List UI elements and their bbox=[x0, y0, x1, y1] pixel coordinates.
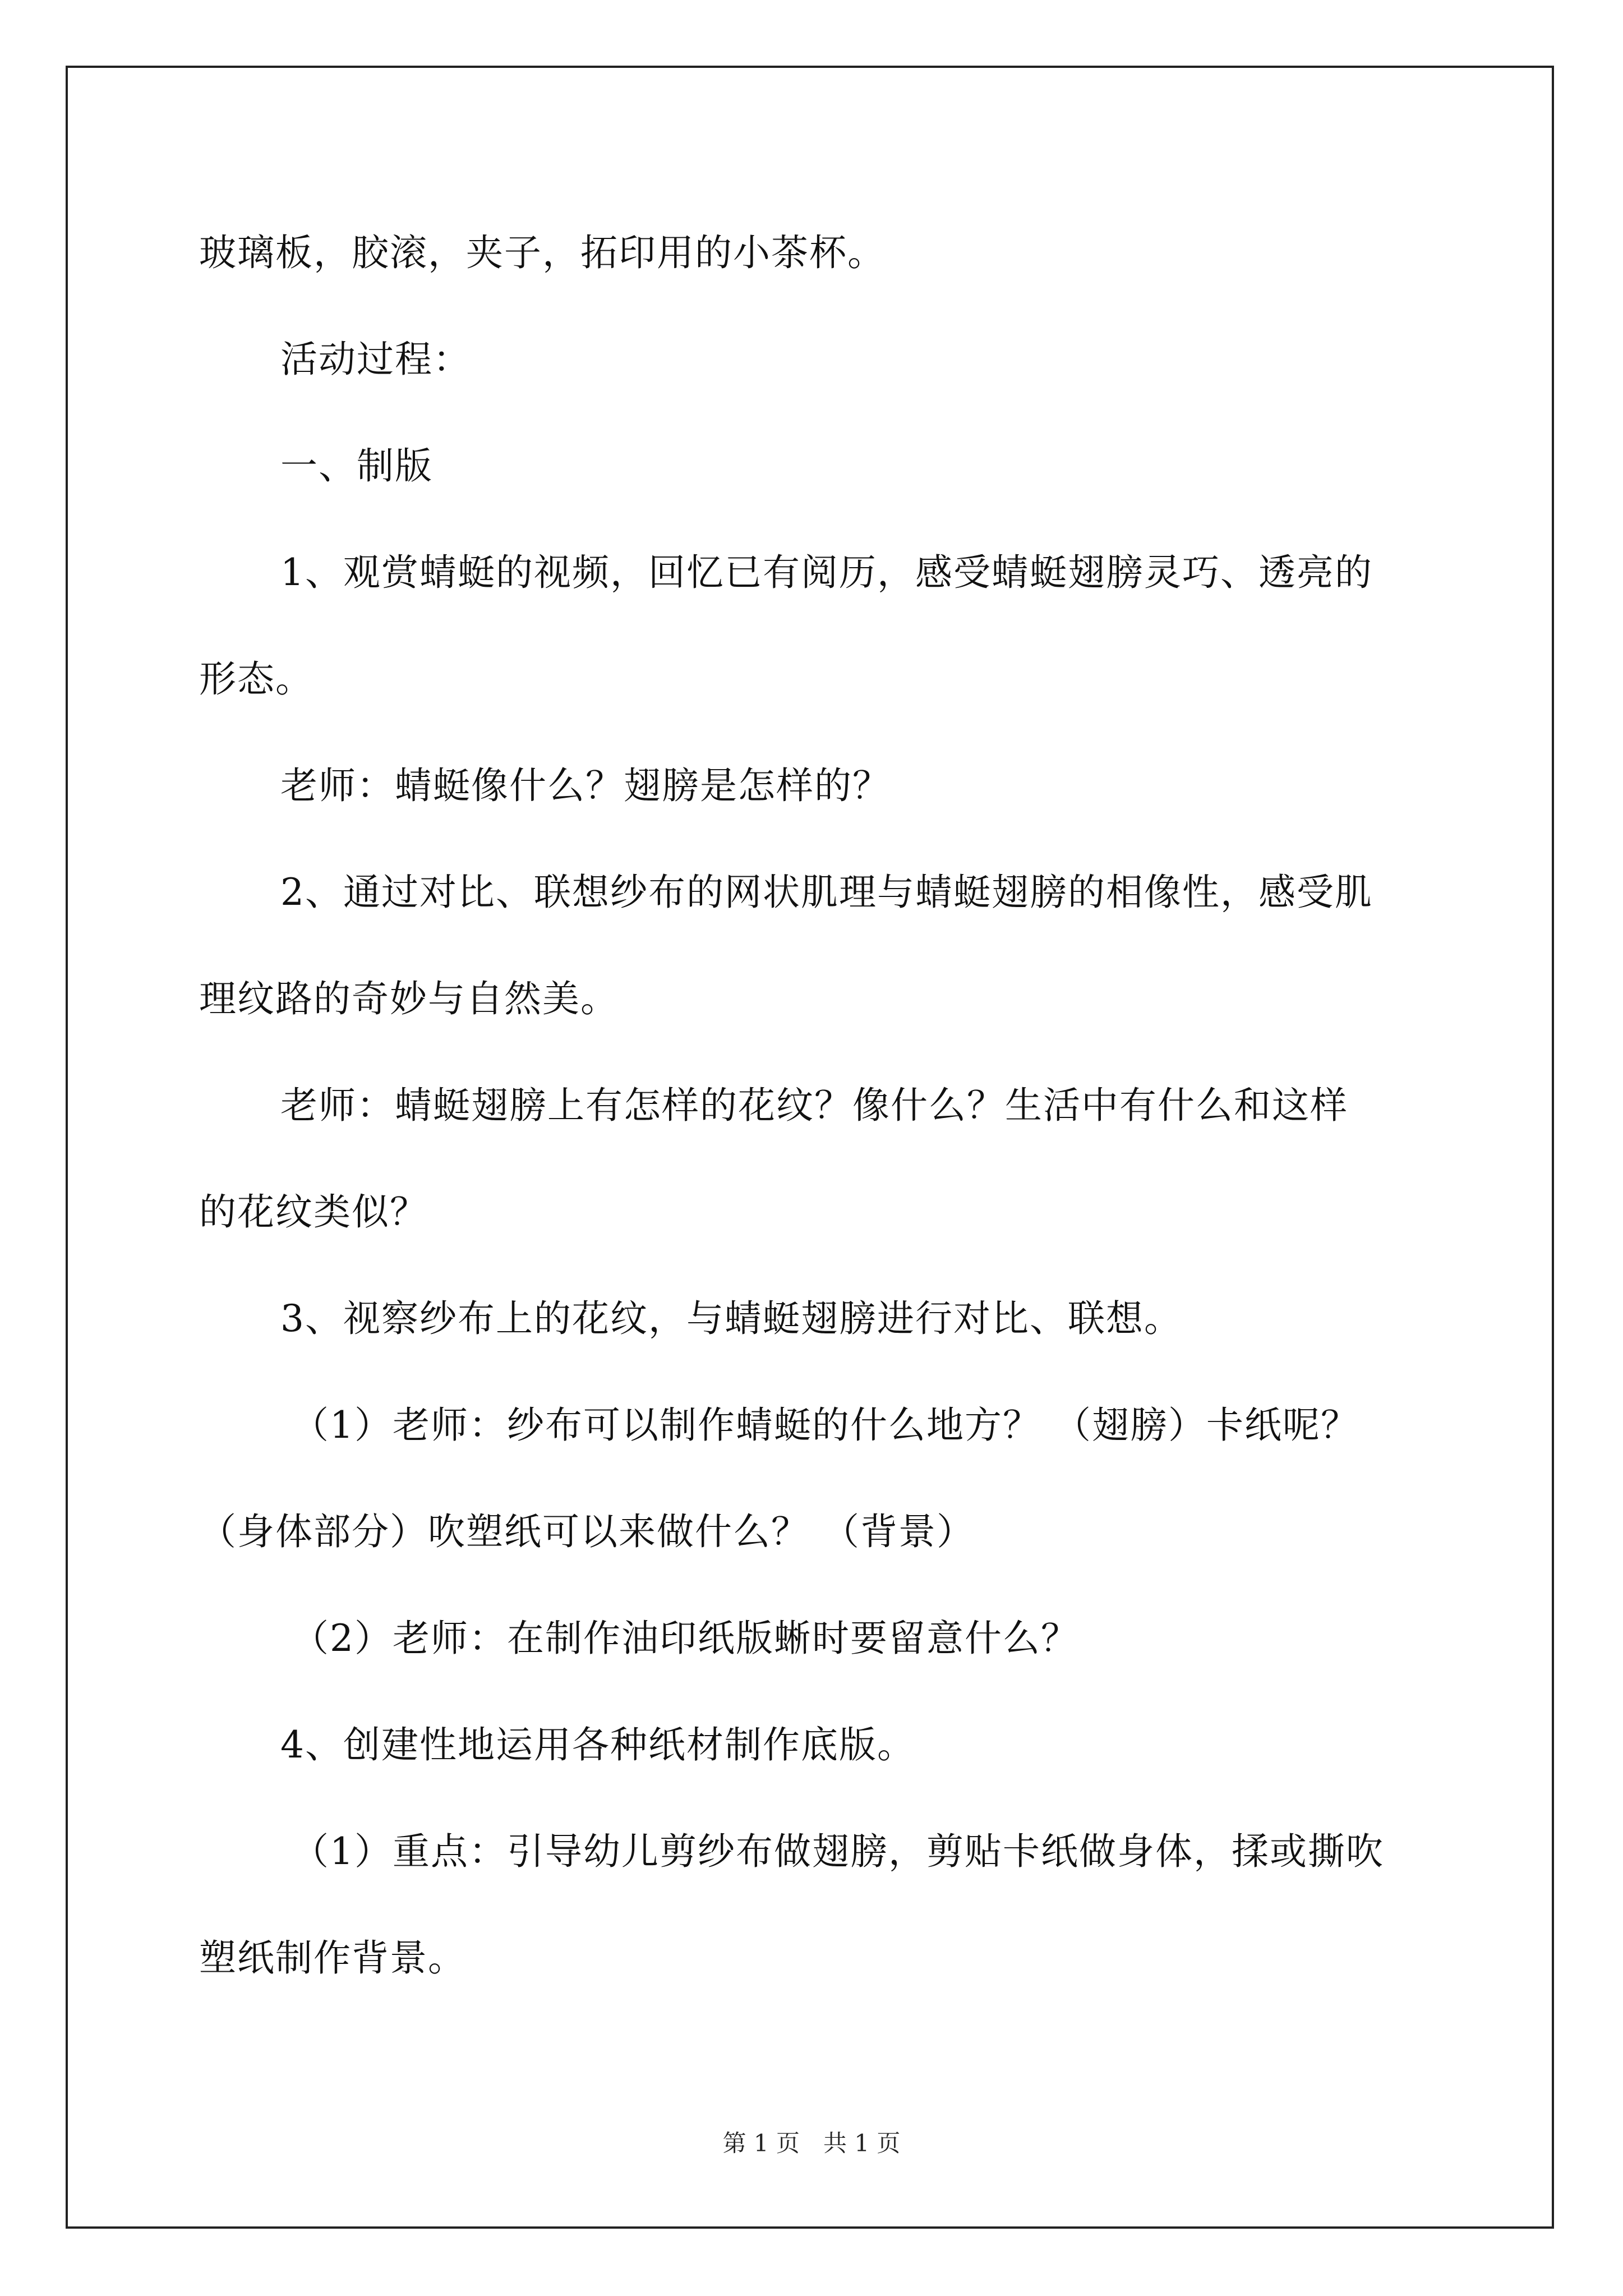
paragraph-step-3-sub-1-cont: （身体部分）吹塑纸可以来做什么？ （背景） bbox=[199, 1510, 975, 1553]
paragraph-teacher-question-2: 老师：蜻蜓翅膀上有怎样的花纹？像什么？生活中有什么和这样 bbox=[280, 1084, 1348, 1127]
paragraph-step-4-sub-1: （1）重点：引导幼儿剪纱布做翅膀，剪贴卡纸做身体，揉或撕吹 bbox=[292, 1830, 1384, 1873]
paragraph-step-4: 4、创建性地运用各种纸材制作底版。 bbox=[280, 1723, 915, 1766]
paragraph-teacher-question-1: 老师：蜻蜓像什么？翅膀是怎样的？ bbox=[280, 764, 891, 807]
paragraph-step-3-sub-2: （2）老师：在制作油印纸版蜥时要留意什么？ bbox=[292, 1617, 1079, 1660]
paragraph-step-1: 1、观赏蜻蜓的视频，回忆已有阅历，感受蜻蜓翅膀灵巧、透亮的 bbox=[280, 551, 1373, 594]
paragraph-materials: 玻璃板，胶滚，夹子，拓印用的小茶杯。 bbox=[199, 231, 886, 274]
page-border bbox=[66, 66, 1554, 2229]
paragraph-step-2-cont: 理纹路的奇妙与自然美。 bbox=[199, 977, 619, 1020]
paragraph-step-3: 3、视察纱布上的花纹，与蜻蜓翅膀进行对比、联想。 bbox=[280, 1297, 1182, 1340]
page-number-footer: 第 1 页 共 1 页 bbox=[722, 2129, 901, 2157]
paragraph-activity-process: 活动过程： bbox=[280, 338, 471, 381]
paragraph-step-2: 2、通过对比、联想纱布的网状肌理与蜻蜓翅膀的相像性，感受肌 bbox=[280, 871, 1373, 914]
paragraph-step-3-sub-1: （1）老师：纱布可以制作蜻蜓的什么地方？ （翅膀）卡纸呢？ bbox=[292, 1404, 1359, 1447]
section-heading-make-plate: 一、制版 bbox=[280, 444, 433, 487]
paragraph-step-1-cont: 形态。 bbox=[199, 657, 313, 701]
paragraph-step-4-sub-1-cont: 塑纸制作背景。 bbox=[199, 1936, 466, 1980]
paragraph-teacher-question-2-cont: 的花纹类似？ bbox=[199, 1190, 428, 1234]
